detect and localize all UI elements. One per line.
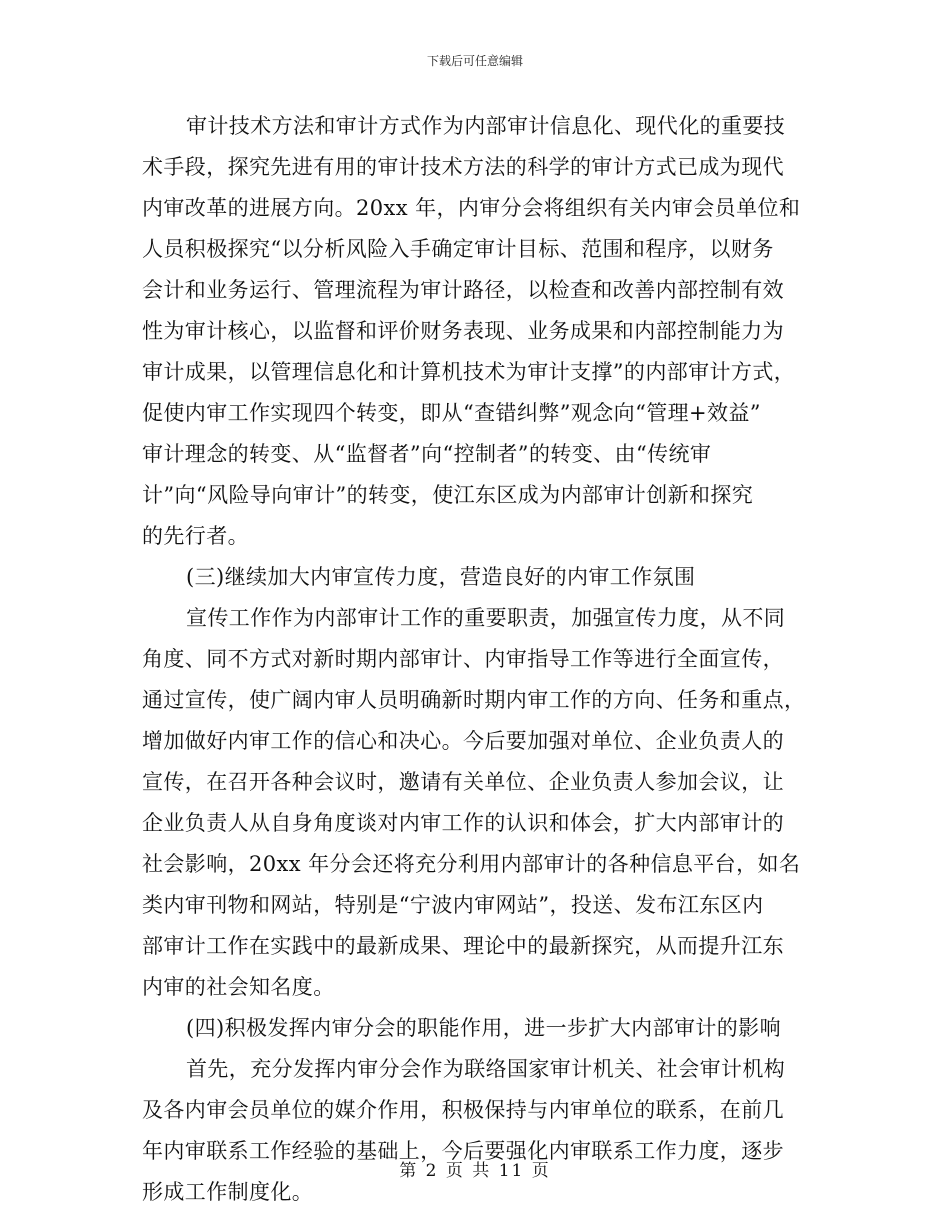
text-line: 宣传工作作为内部审计工作的重要职责，加强宣传力度，从不同 [186,606,786,630]
paragraph-p2 [142,598,808,1008]
text-line: 角度、同不方式对新时期内部审计、内审指导工作等进行全面宣传， [142,647,784,671]
paragraph-heading3 [142,557,808,598]
paragraph-p1 [142,106,808,557]
text-line: 术手段，探究先进有用的审计技术方法的科学的审计方式已成为现代 [142,155,784,179]
text-line: 企业负责人从自身角度谈对内审工作的认识和体会，扩大内部审计的 [142,811,784,835]
text-line: 部审计工作在实践中的最新成果、理论中的最新探究，从而提升江东 [142,934,784,958]
text-line: 形成工作制度化。 [142,1180,314,1204]
text-line: 的先行者。 [142,524,249,548]
header-note: 下载后可任意编辑 [426,54,523,68]
text-line: 性为审计核心，以监督和评价财务表现、业务成果和内部控制能力为 [142,319,784,343]
text-line: 类内审刊物和网站，特别是“宁波内审网站”，投送、发布江东区内 [142,893,764,917]
paragraph-p3 [142,1049,808,1213]
text-line: 及各内审会员单位的媒介作用，积极保持与内审单位的联系，在前几 [142,1098,784,1122]
text-line: 内审改革的进展方向。20xx 年，内审分会将组织有关内审会员单位和 [142,196,801,220]
text-line: 审计理念的转变、从“监督者”向“控制者”的转变、由“传统审 [142,442,712,466]
text-line: 年内审联系工作经验的基础上，今后要强化内审联系工作力度，逐步 [142,1139,784,1163]
text-line: 内审的社会知名度。 [142,975,335,999]
text-line: 通过宣传，使广阔内审人员明确新时期内审工作的方向、任务和重点， [142,688,806,712]
text-line: 审计技术方法和审计方式作为内部审计信息化、现代化的重要技 [186,114,786,138]
page-footer: 第 2 页 共 11 页 [399,1161,551,1181]
text-line: (三)继续加大内审宣传力度，营造良好的内审工作氛围 [186,565,696,589]
text-line: 社会影响，20xx 年分会还将充分利用内部审计的各种信息平台，如名 [142,852,801,876]
text-line: 人员积极探究“以分析风险入手确定审计目标、范围和程序，以财务 [142,237,774,261]
text-line: 计”向“风险导向审计”的转变，使江东区成为内部审计创新和探究 [142,483,754,507]
text-line: 促使内审工作实现四个转变，即从“查错纠弊”观念向“管理+效益” [142,401,761,425]
text-line: 增加做好内审工作的信心和决心。今后要加强对单位、企业负责人的 [142,729,784,753]
paragraph-heading4 [142,1008,808,1049]
text-line: 会计和业务运行、管理流程为审计路径，以检查和改善内部控制有效 [142,278,784,302]
document-body [142,106,808,1213]
text-line: 审计成果，以管理信息化和计算机技术为审计支撑”的内部审计方式， [142,360,796,384]
text-line: 首先，充分发挥内审分会作为联络国家审计机关、社会审计机构 [186,1057,786,1081]
text-line: (四)积极发挥内审分会的职能作用，进一步扩大内部审计的影响 [186,1016,781,1040]
text-line: 宣传，在召开各种会议时，邀请有关单位、企业负责人参加会议，让 [142,770,784,794]
